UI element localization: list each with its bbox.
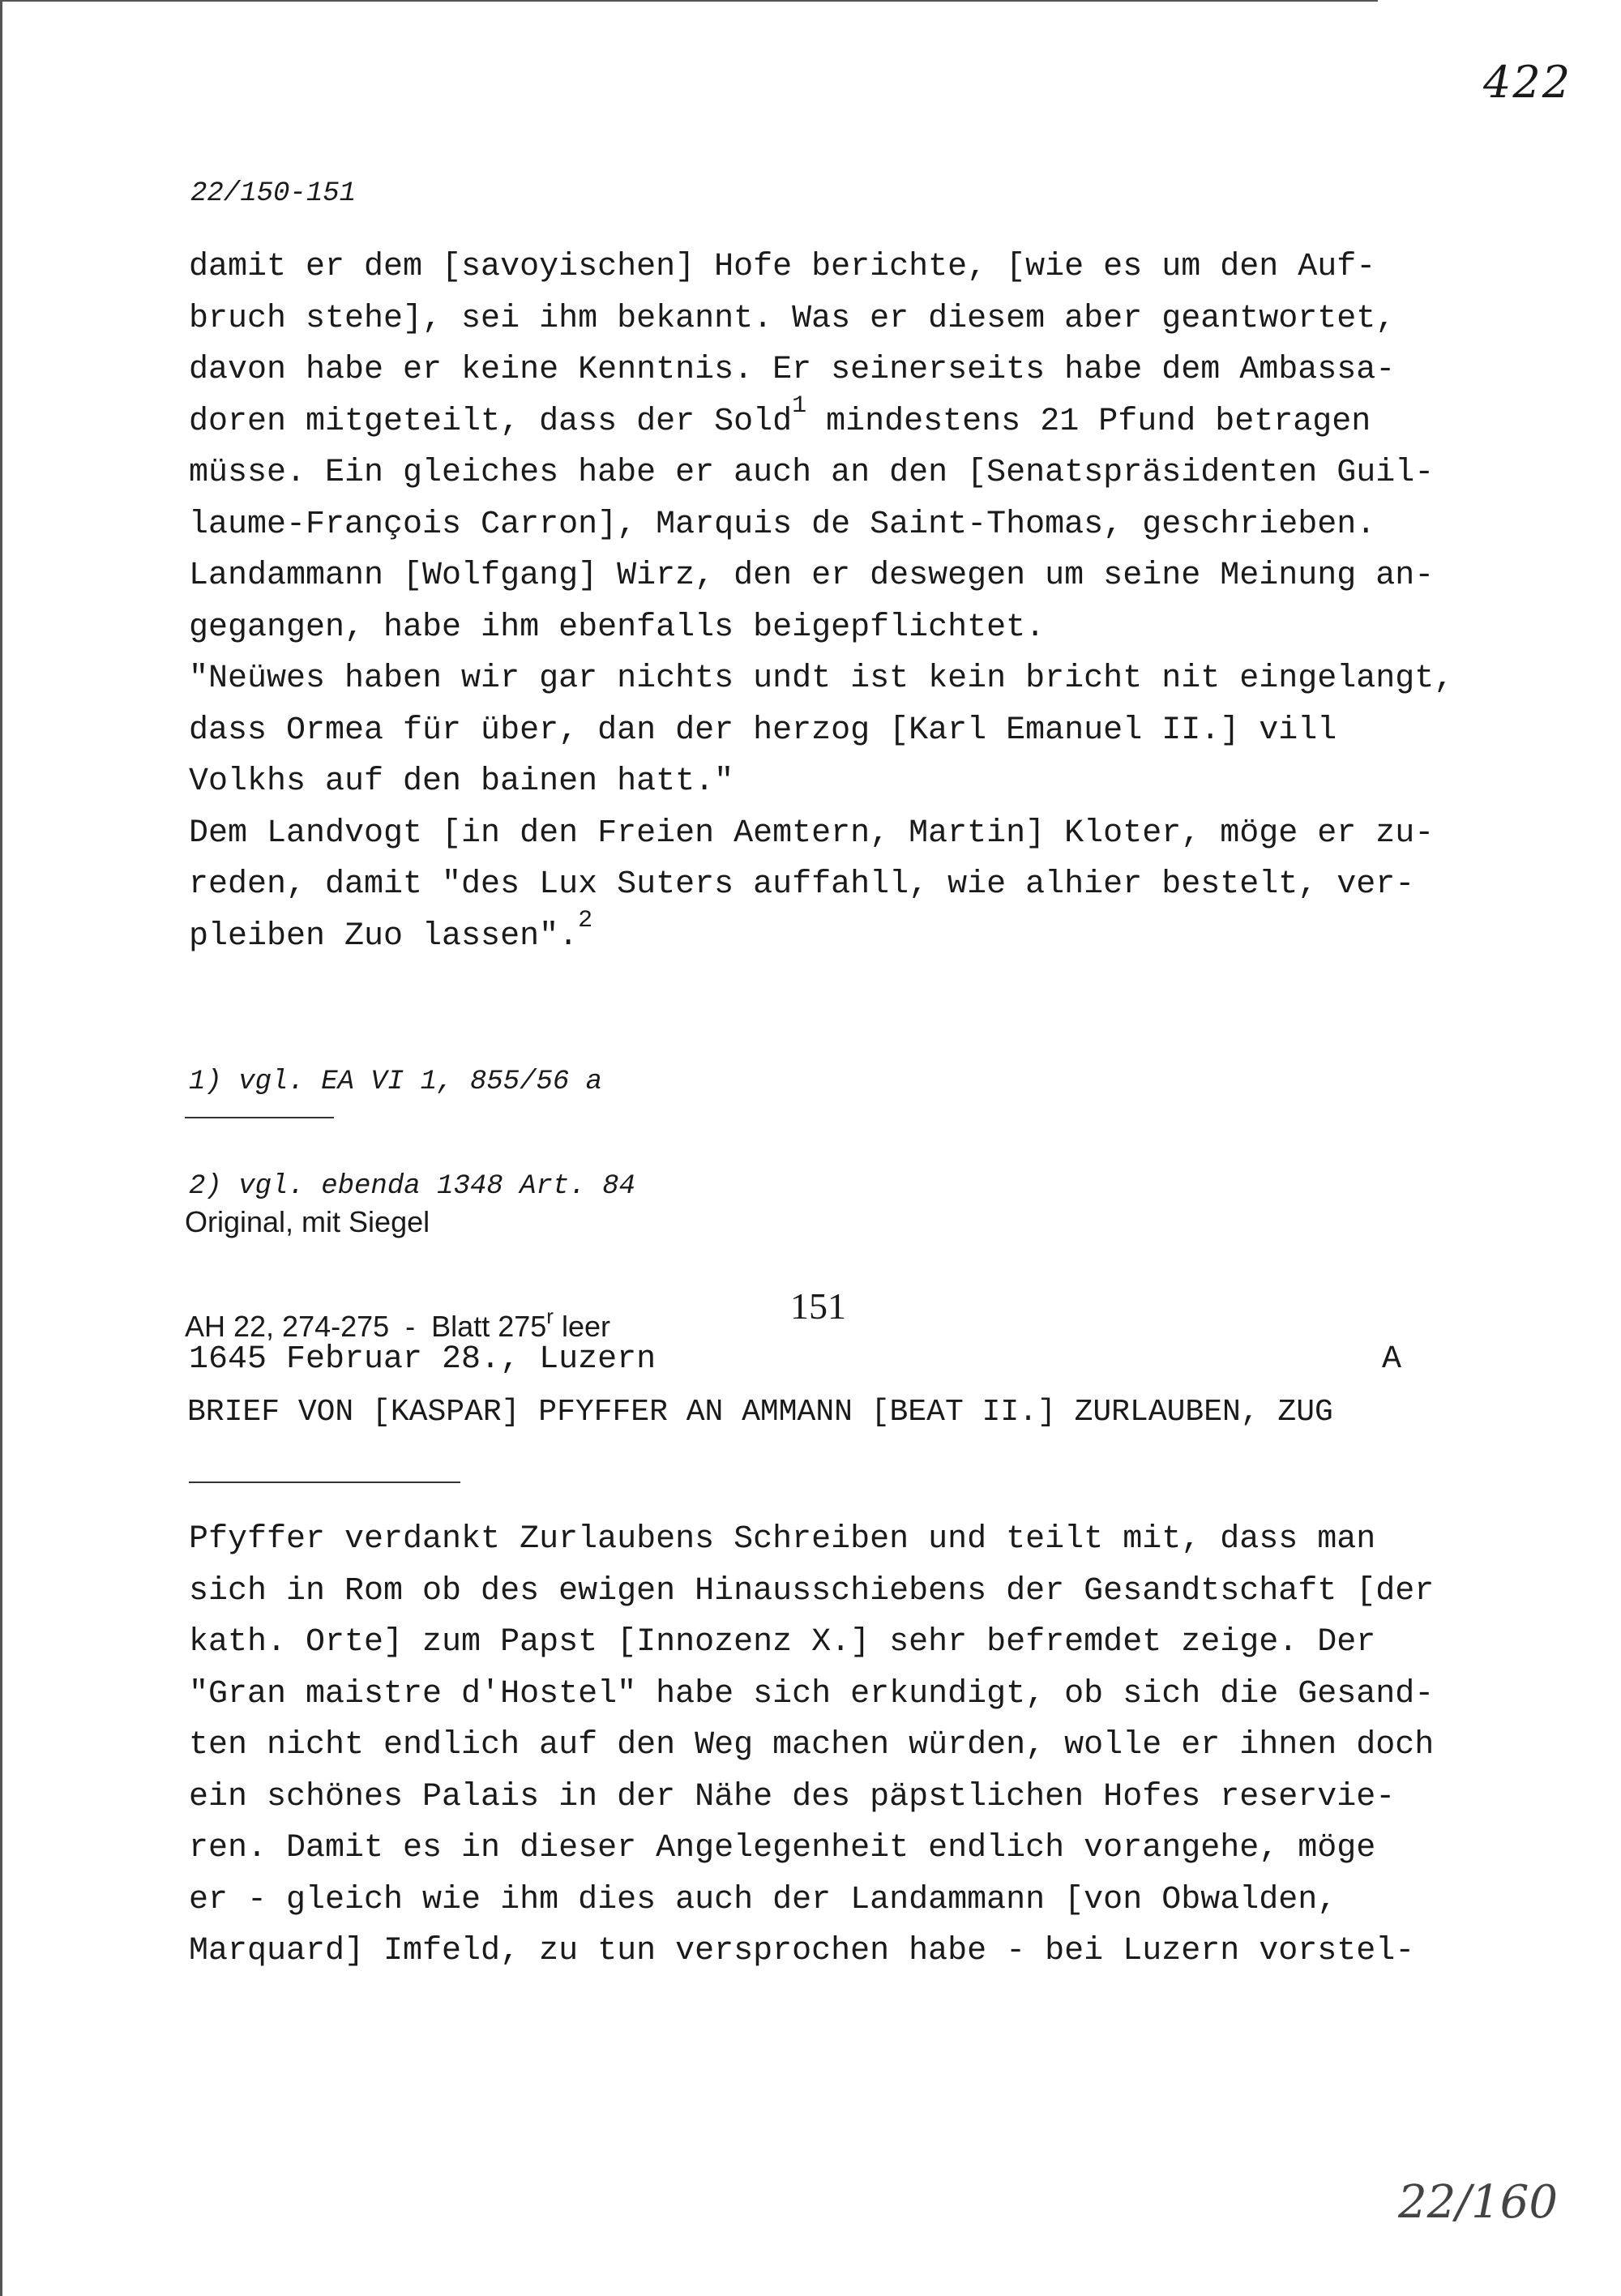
archive-stamp: 22/160 [1398,2176,1559,2229]
text-line: damit er dem [savoyischen] Hofe berichte, [wie es um den Auf- [189,249,1376,285]
source-line-2: AH 22, 274-275 - Blatt 275$^r$ leer [185,1304,610,1343]
text-line: sich in Rom ob des ewigen Hinausschiebens der Gesandtschaft [der [189,1572,1435,1610]
text-line: ren. Damit es in dieser Angelegenheit endlich vorangehe, möge [189,1830,1376,1866]
footnote-1: 1) vgl. EA VI 1, 855/56 a [189,1067,603,1097]
document-type-marker: A [1382,1341,1402,1378]
footnote-divider [185,1117,334,1118]
text-line: Marquard] Imfeld, zu tun versprochen habe - bei Luzern vorstel- [189,1933,1415,1969]
title-divider [189,1481,460,1483]
source-line-1: Original, mit Siegel [185,1205,430,1238]
text-line: ten nicht endlich auf den Weg machen würden, wolle er ihnen doch [189,1727,1435,1764]
source-superscript: r [546,1304,554,1328]
letter-summary-continued [189,242,1486,962]
page-frame-left [0,0,2,2296]
text-line: Dem Landvogt [in den Freien Aemtern, Martin] Kloter, möge er zu- [189,815,1435,852]
text-line: doren mitgeteilt, dass der Sold$^1$ mindestens 21 Pfund betragen [189,391,1371,440]
page-frame-top [0,0,1378,2]
text-line: bruch stehe], sei ihm bekannt. Was er diesem aber geantwortet, [189,300,1396,337]
text-line: "Gran maistre d'Hostel" habe sich erkundigt, ob sich die Gesand- [189,1675,1435,1712]
footnote-reference: 1 [792,391,807,420]
text-line: davon habe er keine Kenntnis. Er seinerseits habe dem Ambassa- [189,352,1396,388]
text-line: müsse. Ein gleiches habe er auch an den [Senatspräsidenten Guil- [189,455,1435,491]
text-line: "Neüwes haben wir gar nichts undt ist kein bricht nit eingelangt, [189,661,1454,697]
text-line: dass Ormea für über, dan der herzog [Karl Emanuel II.] vill [189,712,1337,749]
folio-number: 422 [1483,57,1572,108]
text-line: ein schönes Palais in der Nähe des päpstlichen Hofes reservie- [189,1778,1396,1815]
text-line: laume-François Carron], Marquis de Saint-Thomas, geschrieben. [189,506,1376,543]
text-line: Landammann [Wolfgang] Wirz, den er deswegen um seine Meinung an- [189,558,1435,594]
text-line: reden, damit "des Lux Suters auffahll, wie alhier bestelt, ver- [189,866,1415,903]
footnote-2: 2) vgl. ebenda 1348 Art. 84 [189,1171,635,1202]
text-line: pleiben Zuo lassen".$^2$ [189,906,593,955]
text-line: kath. Orte] zum Papst [Innozenz X.] sehr befremdet zeige. Der [189,1624,1376,1661]
page-reference: 22/150-151 [190,178,357,209]
text-line: Volkhs auf den bainen hatt." [189,763,734,800]
document-dateline: 1645 Februar 28., Luzern [189,1341,657,1378]
document-number: 151 [790,1285,846,1327]
letter-summary [189,1514,1486,1977]
text-line: er - gleich wie ihm dies auch der Landammann [von Obwalden, [189,1881,1337,1918]
document-title: BRIEF VON [KASPAR] PFYFFER AN AMMANN [BEAT II.] ZURLAUBEN, ZUG [187,1395,1333,1430]
text-line: gegangen, habe ihm ebenfalls beigepflichtet. [189,609,1046,646]
footnote-reference: 2 [578,906,593,934]
text-line: Pfyffer verdankt Zurlaubens Schreiben und teilt mit, dass man [189,1521,1376,1558]
